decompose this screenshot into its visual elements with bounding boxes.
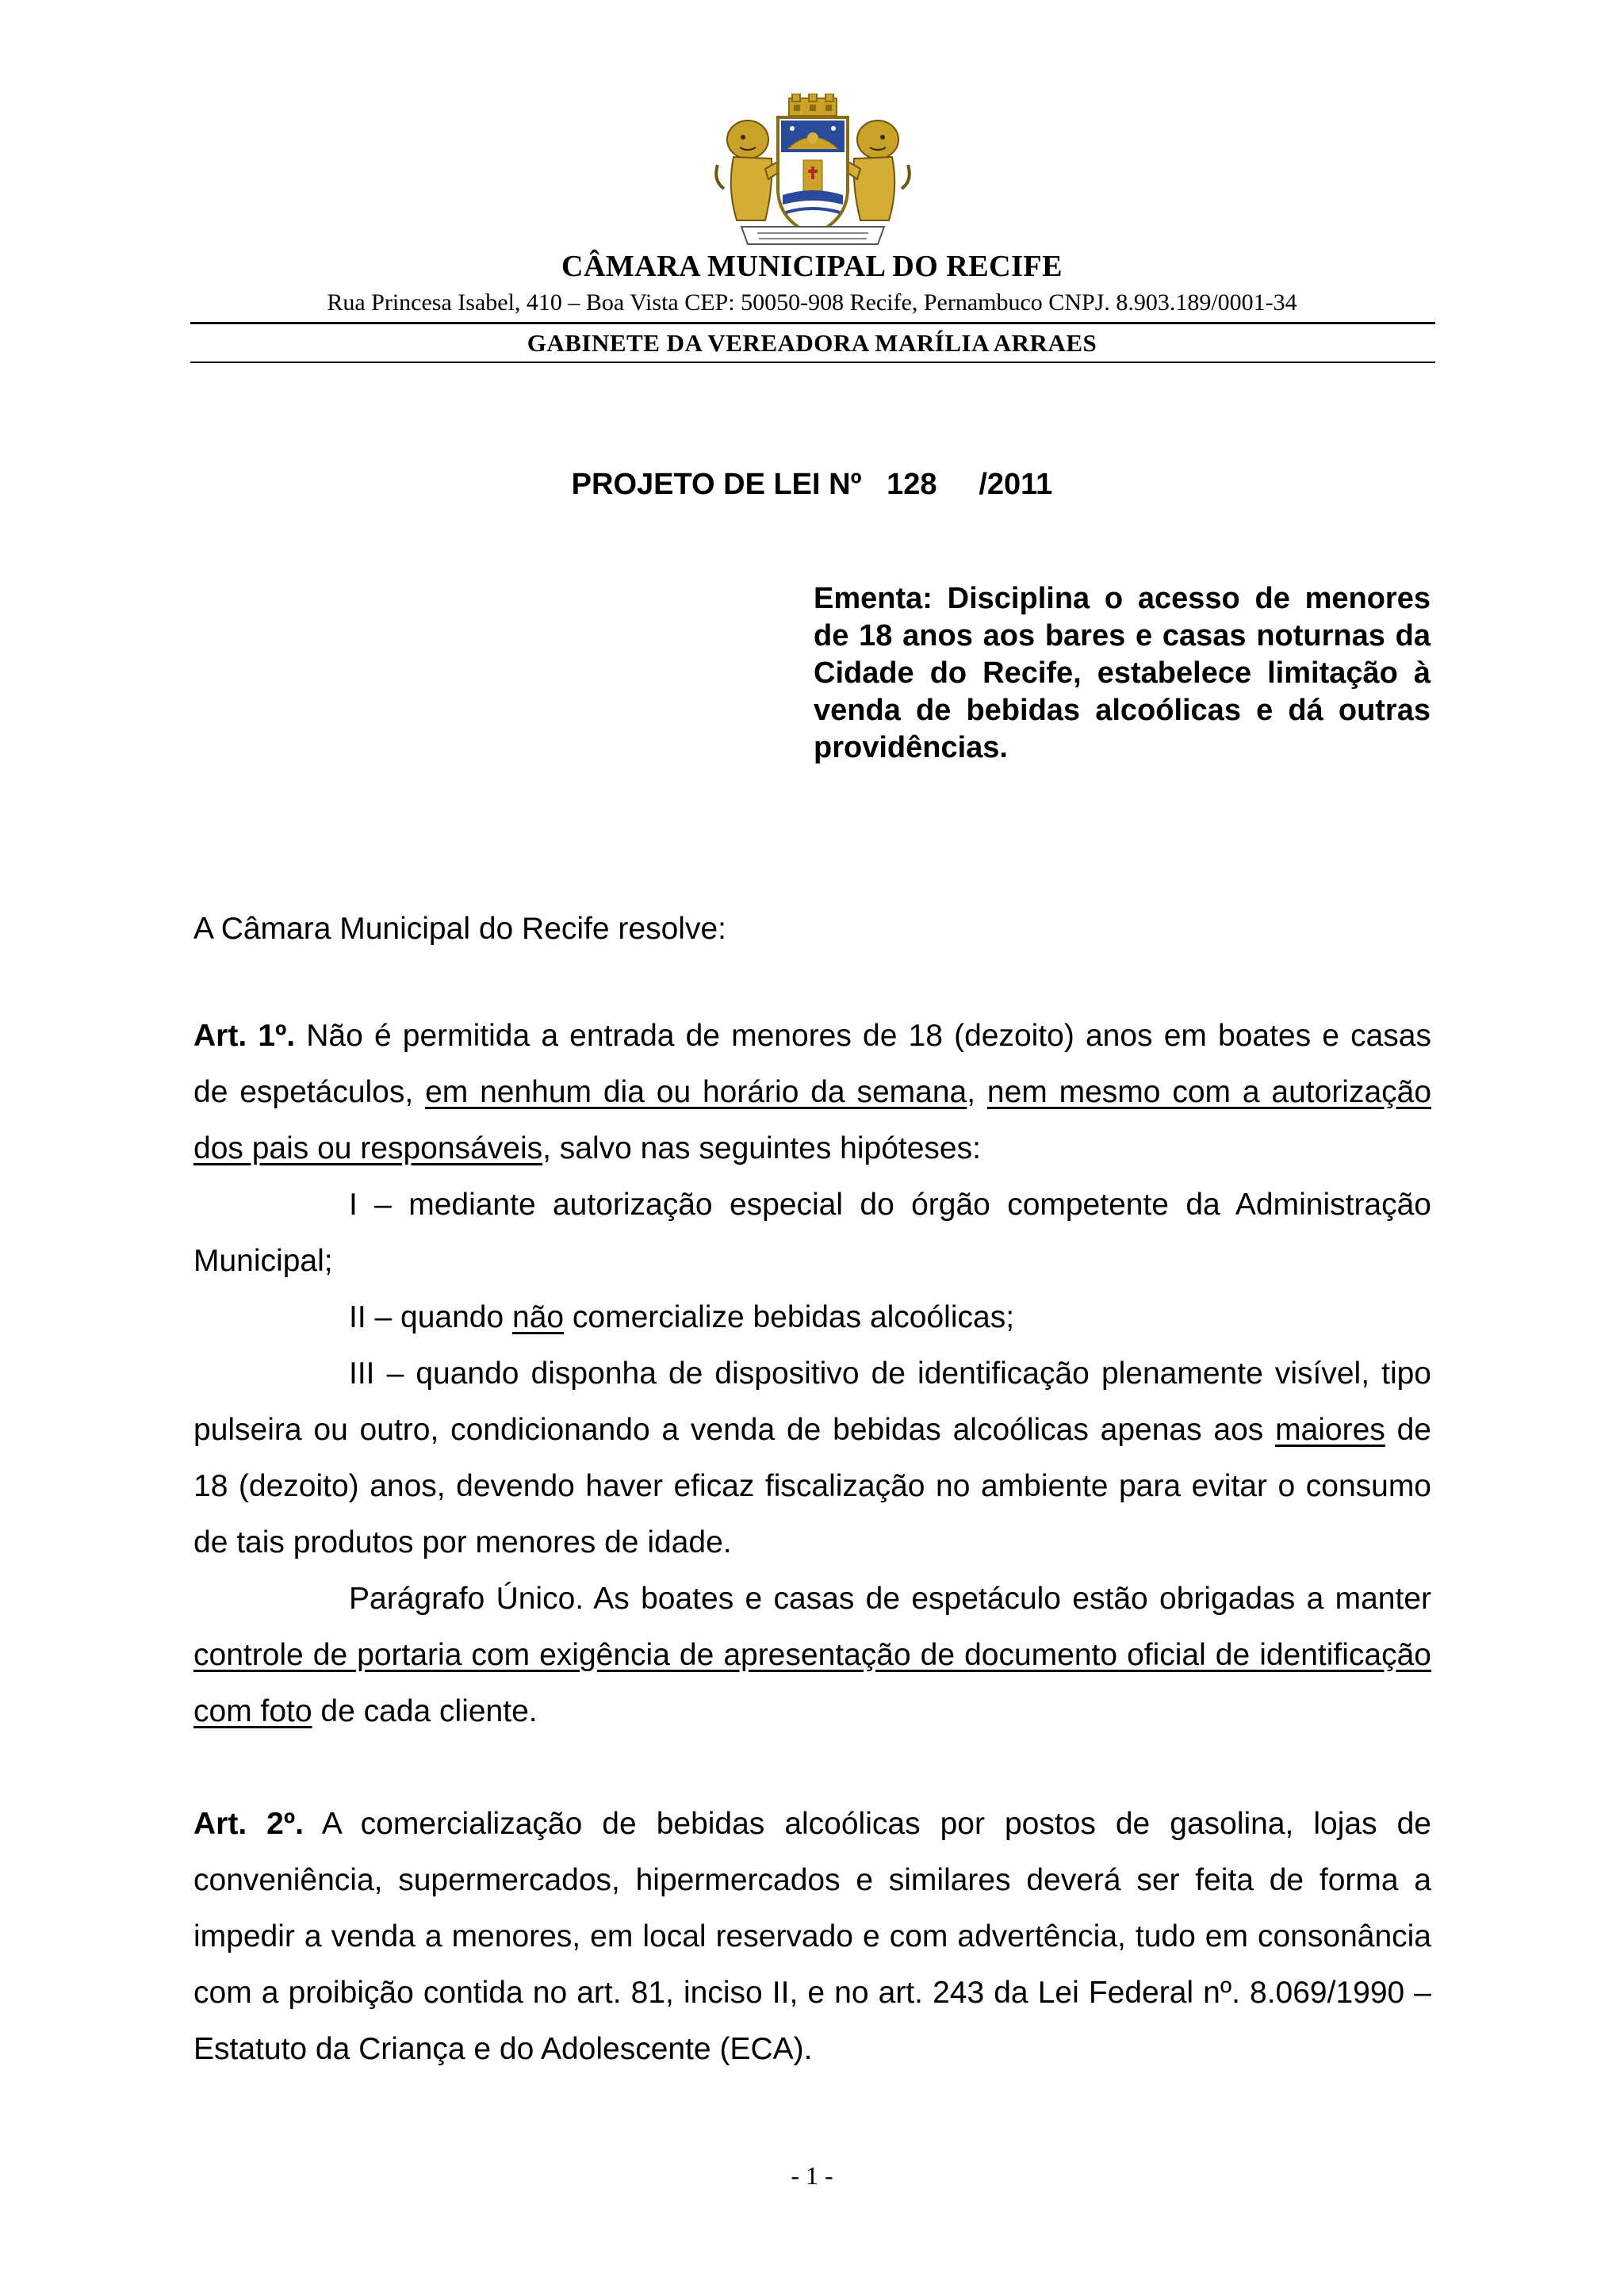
- inciso-3: [193, 1345, 1431, 1571]
- paragrafo-unico-text-end: de cada cliente.: [312, 1694, 538, 1728]
- inciso-3-underline: maiores: [1275, 1413, 1385, 1447]
- institution-name: CÂMARA MUNICIPAL DO RECIFE: [561, 250, 1063, 283]
- inciso-2: [193, 1289, 1431, 1345]
- cabinet-name: GABINETE DA VEREADORA MARÍLIA ARRAES: [527, 329, 1097, 357]
- article-1-separator: ,: [967, 1075, 987, 1109]
- article-1-text-end: , salvo nas seguintes hipóteses:: [542, 1131, 981, 1165]
- ribbon: [741, 227, 884, 244]
- header-divider: [190, 322, 1435, 324]
- article-2: [193, 1796, 1431, 2077]
- article-2-label: Art. 2º.: [193, 1807, 304, 1841]
- institution-address: Rua Princesa Isabel, 410 – Boa Vista CEP: 50050-908 Recife, Pernambuco CNPJ. 8.903.189/0001-34: [327, 289, 1297, 316]
- shield: [778, 117, 848, 235]
- article-1: [193, 1008, 1431, 1177]
- article-1-underline-1: em nenhum dia ou horário da semana: [425, 1075, 967, 1109]
- inciso-3-text: III – quando disponha de dispositivo de identificação plenamente visível, tipo pulseira ou outro, condicionando a venda de bebidas alcoólicas apenas aos: [193, 1357, 1431, 1447]
- inciso-3-text-end: de 18 (dezoito) anos, devendo haver eficaz fiscalização no ambiente para evitar o consumo de tais produtos por menores de idade.: [193, 1413, 1431, 1559]
- header-divider-bottom: [190, 362, 1435, 363]
- paragrafo-unico-text: Parágrafo Único. As boates e casas de espetáculo estão obrigadas a manter: [349, 1582, 1431, 1616]
- inciso-2-text-end: comercialize bebidas alcoólicas;: [564, 1300, 1015, 1334]
- inciso-2-text: II – quando: [349, 1300, 513, 1334]
- inciso-2-underline: não: [512, 1300, 565, 1334]
- ementa: Ementa: Disciplina o acesso de menores de 18 anos aos bares e casas noturnas da Cidade do Recife, estabelece limitação à venda de bebidas alcoólicas e dá outras providências.: [814, 582, 1431, 764]
- paragrafo-unico-underline: controle de portaria com exigência de apresentação de documento oficial de identificação com foto: [193, 1638, 1431, 1728]
- inciso-1: I – mediante autorização especial do órgão competente da Administração Municipal;: [193, 1188, 1431, 1278]
- coat-of-arms-icon: [710, 94, 916, 251]
- page-number: - 1 -: [791, 2161, 833, 2190]
- paragrafo-unico: [193, 1571, 1431, 1739]
- article-1-text: Não é permitida a entrada de menores de 18 (dezoito) anos em boates e casas de espetáculos,: [193, 1019, 1431, 1109]
- crown: [789, 94, 837, 116]
- article-2-text: A comercialização de bebidas alcoólicas por postos de gasolina, lojas de conveniência, supermercados, hipermercados e similares deverá ser feita de forma a impedir a venda a menores, em local reservado e com advertência, tudo em consonância com a proibição contida no art. 81, inciso II, e no art. 243 da Lei Federal nº. 8.069/1990 – Estatuto da Criança e do Adolescente (ECA).: [193, 1807, 1431, 2066]
- article-1-label: Art. 1º.: [193, 1019, 296, 1053]
- bill-title: PROJETO DE LEI Nº 128 /2011: [571, 468, 1053, 501]
- article-1-underline-2: nem mesmo com a autorização dos pais ou responsáveis: [193, 1075, 1432, 1165]
- resolve-line: A Câmara Municipal do Recife resolve:: [193, 912, 726, 946]
